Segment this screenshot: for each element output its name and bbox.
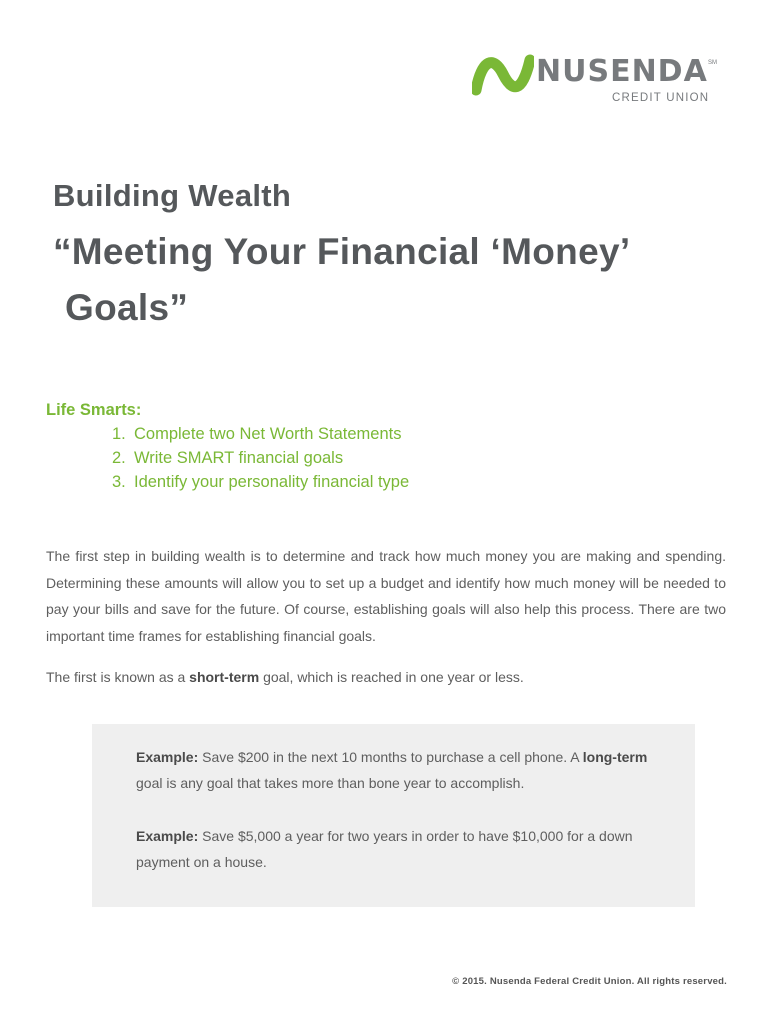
life-smarts-list: [46, 422, 409, 494]
list-number: 2.: [112, 449, 126, 467]
nusenda-wave-icon: [472, 50, 534, 102]
list-number: 3.: [112, 473, 126, 491]
example-2: [136, 823, 656, 875]
short-term-term: short-term: [189, 669, 260, 685]
list-number: 1.: [112, 425, 126, 443]
long-term-term: long-term: [582, 749, 648, 765]
copyright-footer: © 2015. Nusenda Federal Credit Union. All rights reserved.: [452, 976, 727, 987]
logo-subtitle: CREDIT UNION: [612, 92, 710, 104]
example-2-text: Save $5,000 a year for two years in order to have $10,000 for a down payment on a house.: [136, 828, 633, 870]
life-smarts-section: [46, 398, 409, 494]
nusenda-logo: [472, 50, 722, 110]
example-1-text: Save $200 in the next 10 months to purchase a cell phone. A: [198, 749, 583, 765]
page-subtitle-line-1: “Meeting Your Financial ‘Money’: [53, 231, 631, 272]
life-smarts-heading: Life Smarts:: [46, 401, 142, 419]
short-term-text-after: goal, which is reached in one year or less.: [259, 669, 524, 685]
intro-paragraph: The first step in building wealth is to determine and track how much money you are making and spending. Determining these amounts will allow you to set up a budget and identify how much money will be needed to pay your bills and save for the future. Of course, establishing goals will also help this process. There are two important time frames for establishing financial goals.: [46, 548, 726, 644]
example-1-text-end: goal is any goal that takes more than bone year to accomplish.: [136, 775, 525, 791]
page-subtitle: [53, 224, 713, 336]
list-item: [112, 470, 409, 494]
list-item: [112, 422, 409, 446]
list-item-text: Complete two Net Worth Statements: [134, 425, 402, 443]
example-2-label: Example:: [136, 828, 199, 844]
page-subtitle-line-2: Goals”: [65, 287, 189, 328]
logo-name: NUSENDA: [536, 54, 708, 89]
list-item: [112, 446, 409, 470]
logo-trademark: SM: [708, 60, 717, 66]
example-box: [92, 724, 695, 907]
list-item-text: Write SMART financial goals: [134, 449, 344, 467]
example-1-label: Example:: [136, 749, 199, 765]
short-term-paragraph: [46, 664, 726, 690]
page-title: Building Wealth: [53, 178, 292, 213]
short-term-text-before: The first is known as a: [46, 669, 190, 685]
example-1: [136, 744, 656, 796]
list-item-text: Identify your personality financial type: [134, 473, 410, 491]
